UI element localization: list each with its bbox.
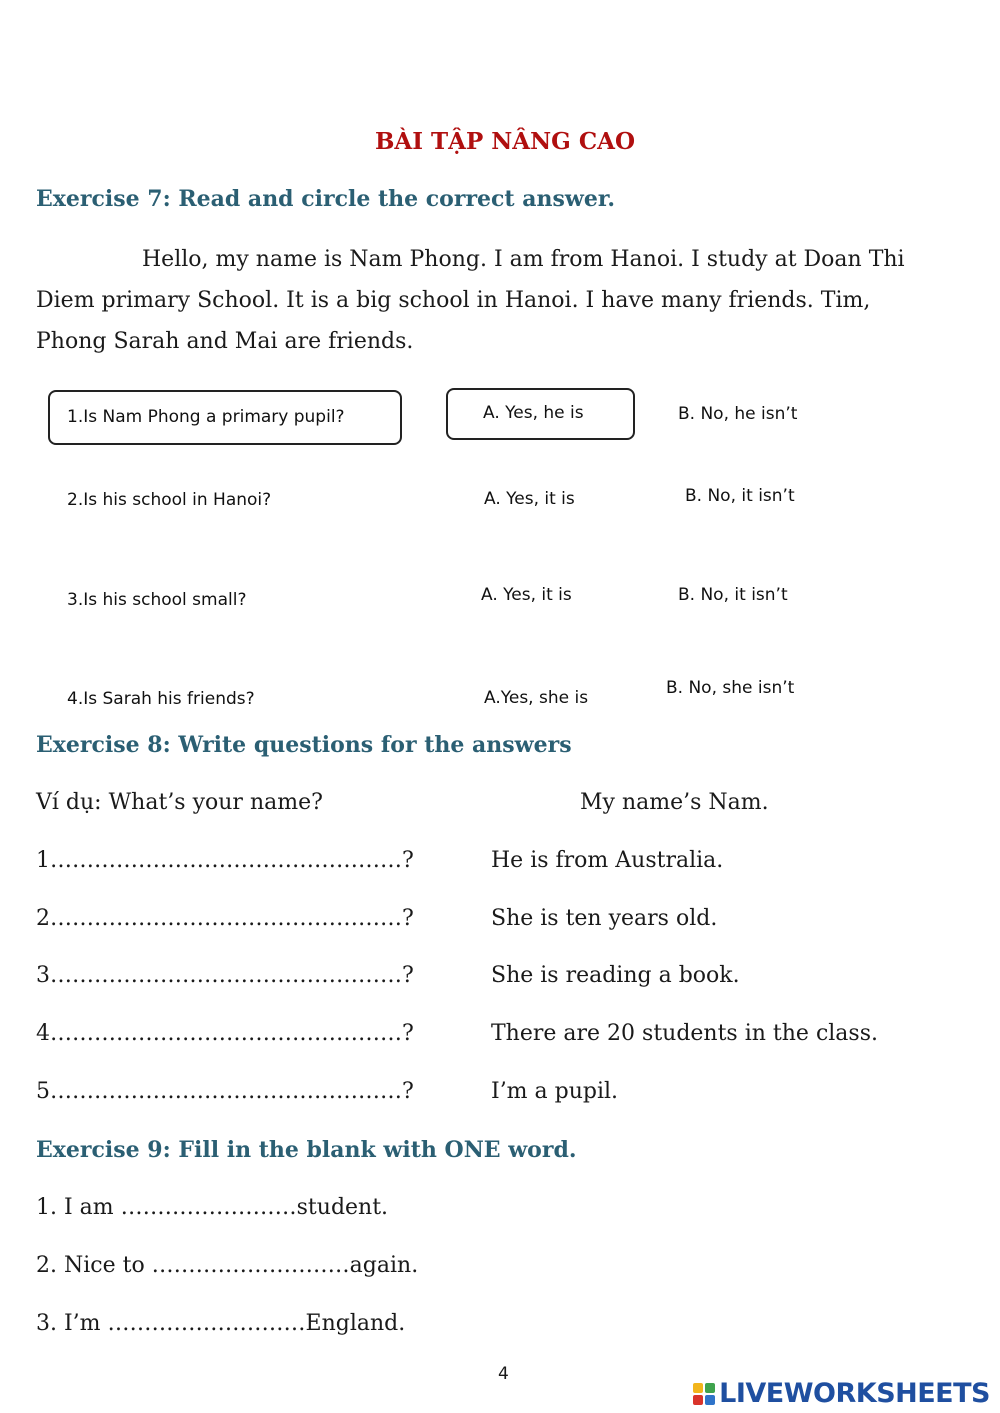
- answer-text-2: She is ten years old.: [491, 906, 718, 931]
- logo-text: LIVEWORKSHEETS: [719, 1378, 990, 1409]
- passage-line-1: Hello, my name is Nam Phong. I am from Hanoi. I study at Doan Thi: [142, 247, 905, 272]
- fill-blank-2[interactable]: 2. Nice to ………………………again.: [36, 1253, 419, 1278]
- question-3[interactable]: 3.Is his school small?: [67, 590, 247, 610]
- question-blank-3[interactable]: 3…………………………………………?: [36, 963, 414, 988]
- fill-blank-1[interactable]: 1. I am ……………………student.: [36, 1195, 389, 1220]
- answer-3-a[interactable]: A. Yes, it is: [481, 585, 572, 605]
- passage-line-2: Diem primary School. It is a big school in Hanoi. I have many friends. Tim,: [36, 288, 871, 313]
- answer-1-a[interactable]: A. Yes, he is: [483, 403, 584, 423]
- answer-3-b[interactable]: B. No, it isn’t: [678, 585, 788, 605]
- example-answer: My name’s Nam.: [580, 790, 769, 815]
- question-blank-4[interactable]: 4…………………………………………?: [36, 1021, 414, 1046]
- answer-text-3: She is reading a book.: [491, 963, 740, 988]
- exercise-7-heading: Exercise 7: Read and circle the correct answer.: [36, 186, 616, 212]
- liveworksheets-logo: [693, 1378, 990, 1409]
- reading-passage: [36, 239, 966, 362]
- answer-text-4: There are 20 students in the class.: [491, 1021, 878, 1046]
- answer-text-5: I’m a pupil.: [491, 1079, 619, 1104]
- answer-text-1: He is from Australia.: [491, 848, 724, 873]
- question-blank-1[interactable]: 1…………………………………………?: [36, 848, 414, 873]
- question-blank-5[interactable]: 5…………………………………………?: [36, 1079, 414, 1104]
- passage-line-3: Phong Sarah and Mai are friends.: [36, 329, 414, 354]
- question-2[interactable]: 2.Is his school in Hanoi?: [67, 490, 272, 510]
- fill-blank-3[interactable]: 3. I’m ………………………England.: [36, 1311, 406, 1336]
- exercise-9-heading: Exercise 9: Fill in the blank with ONE word.: [36, 1137, 577, 1163]
- exercise-8-heading: Exercise 8: Write questions for the answers: [36, 732, 572, 758]
- answer-2-b[interactable]: B. No, it isn’t: [685, 486, 795, 506]
- page-number: 4: [498, 1364, 509, 1384]
- answer-4-b[interactable]: B. No, she isn’t: [666, 678, 795, 698]
- question-4[interactable]: 4.Is Sarah his friends?: [67, 689, 255, 709]
- answer-1-b[interactable]: B. No, he isn’t: [678, 404, 798, 424]
- answer-4-a[interactable]: A.Yes, she is: [484, 688, 589, 708]
- answer-2-a[interactable]: A. Yes, it is: [484, 489, 575, 509]
- liveworksheets-logo-icon: [693, 1383, 715, 1405]
- question-blank-2[interactable]: 2…………………………………………?: [36, 906, 414, 931]
- page-title: BÀI TẬP NÂNG CAO: [374, 128, 636, 155]
- question-1[interactable]: 1.Is Nam Phong a primary pupil?: [67, 407, 345, 427]
- example-question: Ví dụ: What’s your name?: [36, 790, 323, 815]
